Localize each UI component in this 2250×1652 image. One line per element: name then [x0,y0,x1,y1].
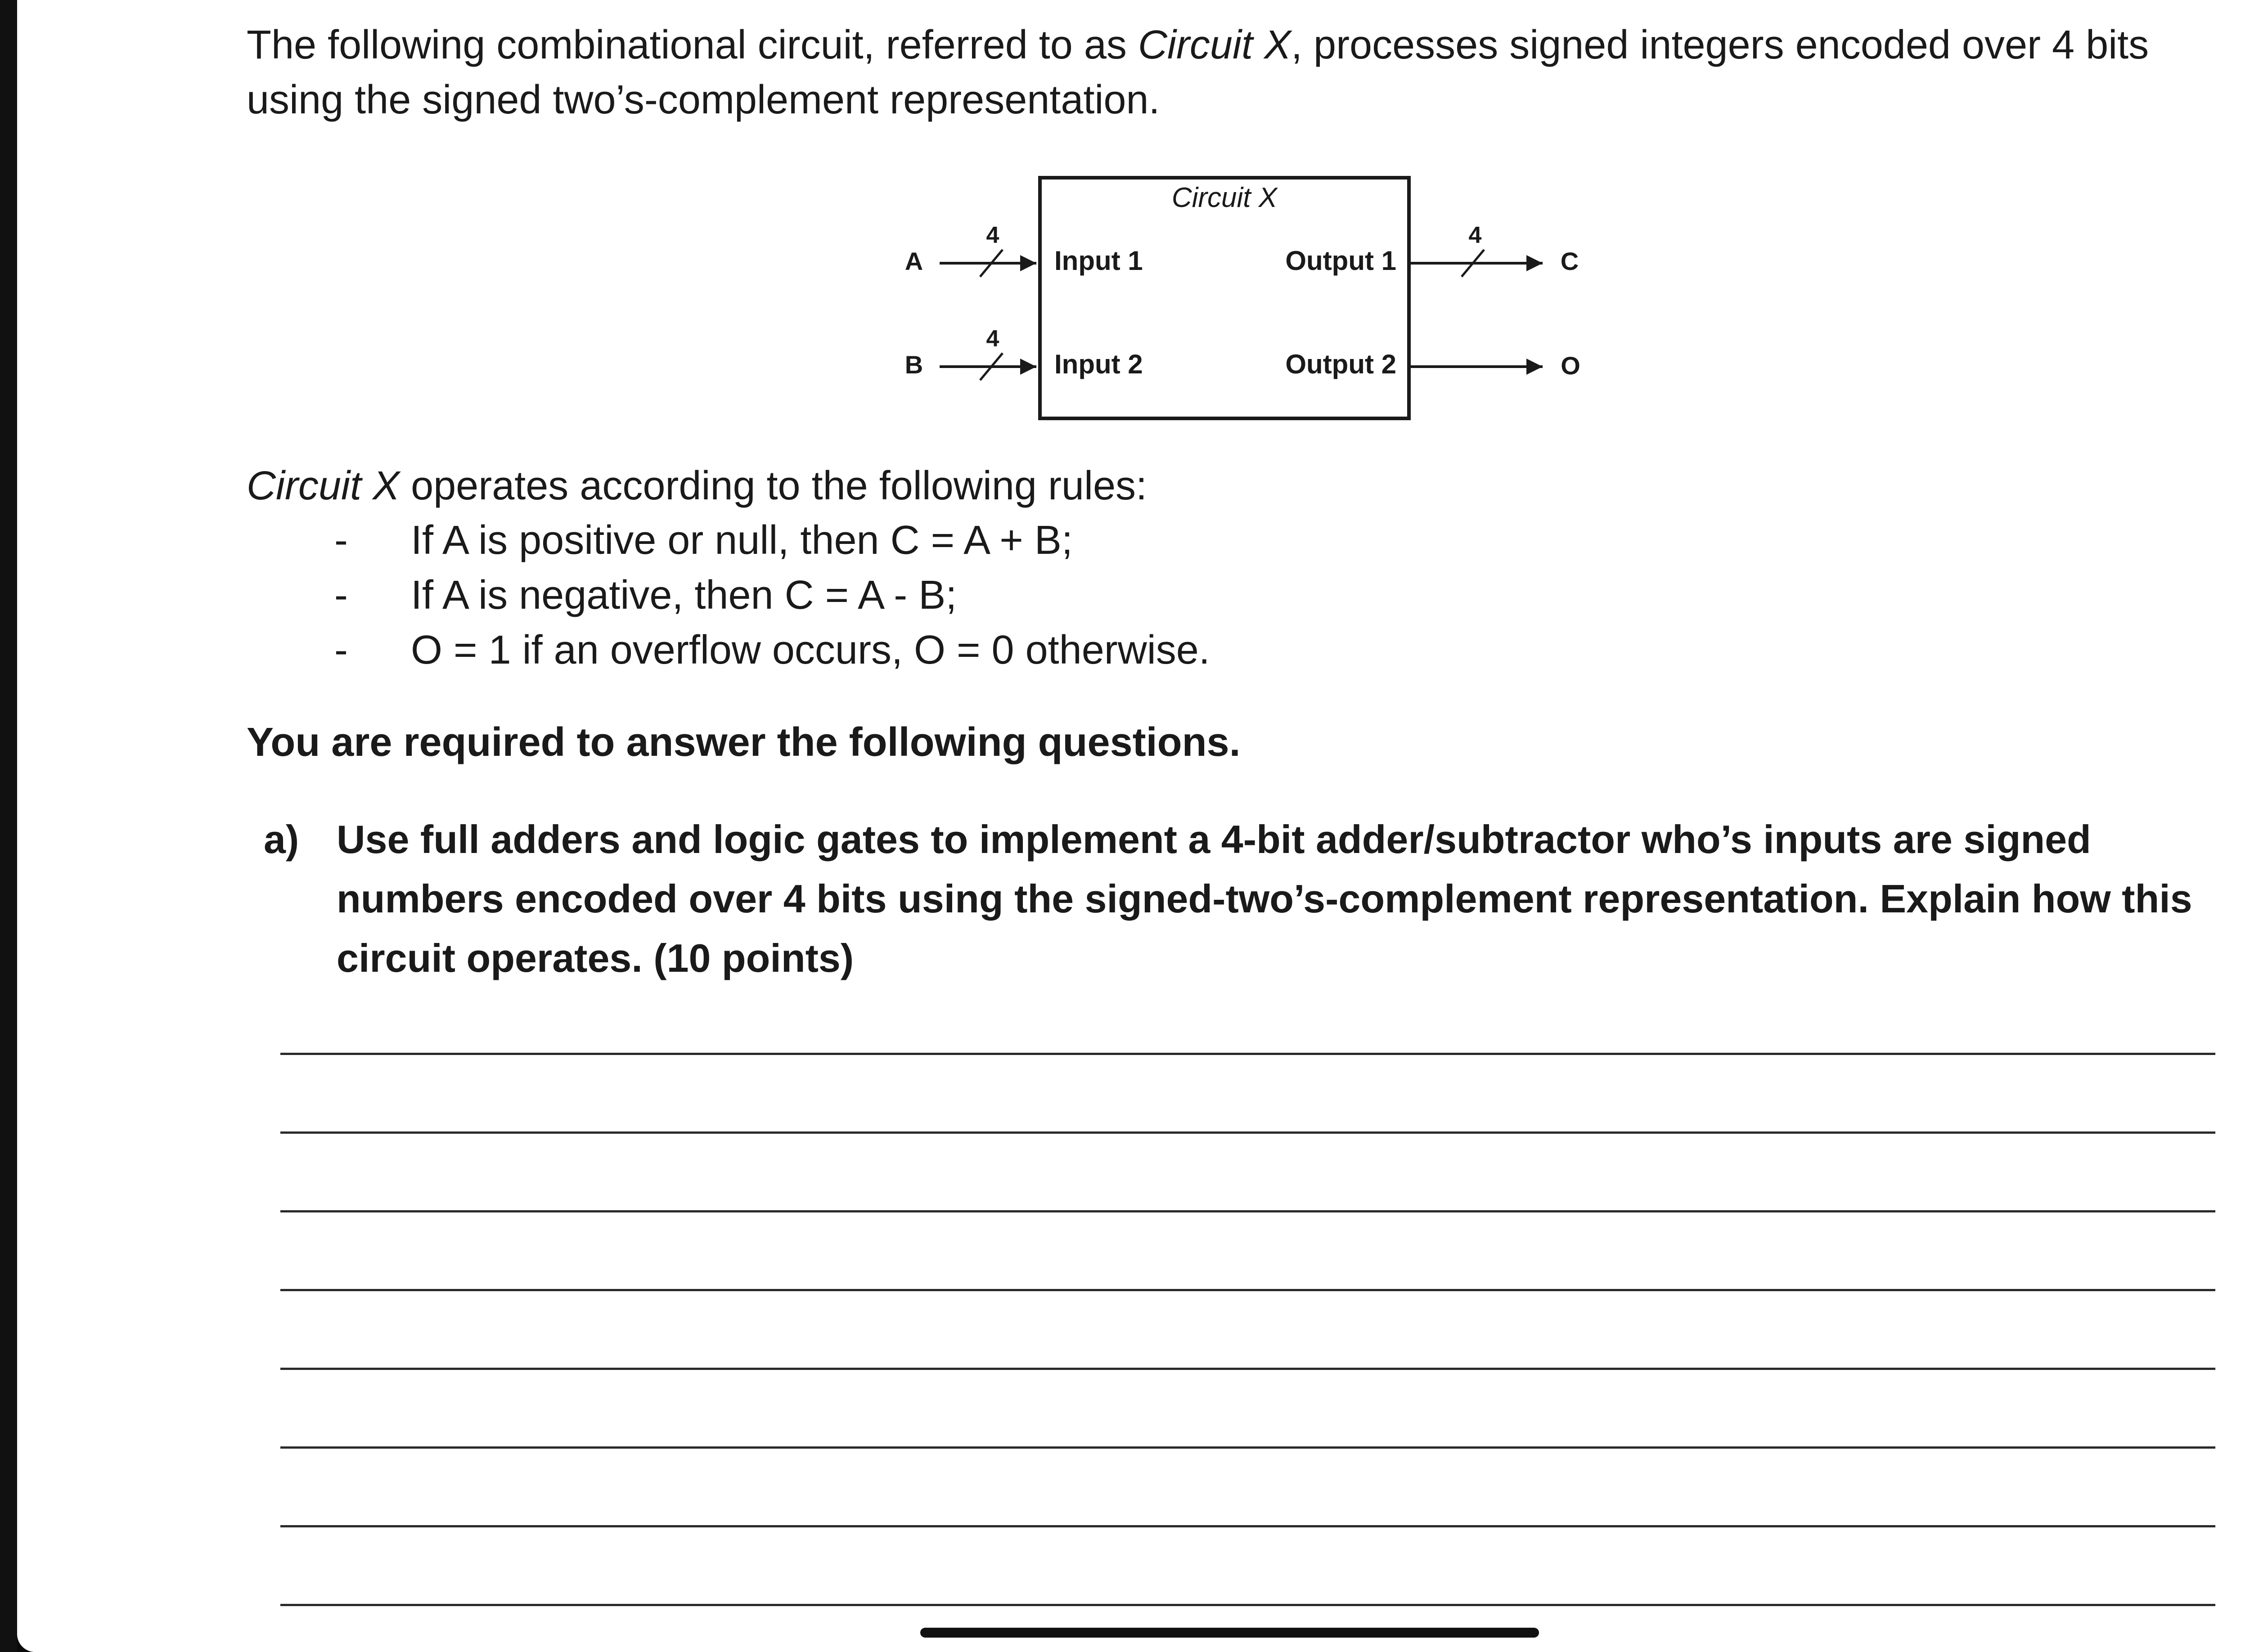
rules-title-rest: operates according to the following rules: [400,463,1148,508]
signal-o-label: O [1561,351,1580,380]
rules-title [247,459,1147,514]
intro-text-after: , processes signed integers encoded over 4 bits [1291,22,2149,67]
bus-width-a: 4 [986,222,999,248]
rule-text: If A is negative, then C = A - B; [411,573,957,618]
document-page[interactable] [17,0,2250,1652]
rule-bullet: - [334,628,348,673]
rules-circuit-name: Circuit X [247,463,400,508]
required-heading: You are required to answer the following questions. [247,720,1241,765]
input2-label: Input 2 [1054,349,1143,379]
question-a-text: Use full adders and logic gates to implement a 4-bit adder/subtractor who’s inputs are signed numbers encoded over 4 bits using the signed-two’s-complement representation. Explain how this circuit operates. (10 points) [337,817,2192,980]
answer-line[interactable] [280,1525,2215,1527]
circuit-box [1040,178,1409,418]
device-bezel-left [0,0,17,1652]
circuit-title: Circuit X [1171,182,1278,213]
bus-width-b: 4 [986,326,999,352]
rule-bullet: - [334,518,348,563]
answer-line[interactable] [280,1131,2215,1134]
answer-line[interactable] [280,1210,2215,1212]
circuit-diagram [17,0,2250,450]
rule-bullet: - [334,573,348,618]
answer-line[interactable] [280,1604,2215,1606]
answer-line[interactable] [280,1053,2215,1055]
question-a-label: a) [264,817,299,862]
signal-a-label: A [904,247,923,275]
home-indicator[interactable] [920,1628,1539,1638]
rule-text: If A is positive or null, then C = A + B; [411,518,1073,563]
signal-b-label: B [904,350,923,379]
intro-text-before: The following combinational circuit, referred to as [247,22,1138,67]
intro-text-line2: using the signed two’s-complement representation. [247,77,1160,122]
bus-width-c: 4 [1468,222,1482,248]
output1-label: Output 1 [1285,246,1396,276]
answer-line[interactable] [280,1368,2215,1370]
signal-c-label: C [1560,247,1579,275]
intro-circuit-name: Circuit X [1138,22,1291,67]
input1-label: Input 1 [1054,246,1143,276]
rule-text: O = 1 if an overflow occurs, O = 0 otherwise. [411,628,1210,673]
answer-line[interactable] [280,1446,2215,1449]
output2-label: Output 2 [1285,349,1396,379]
answer-line[interactable] [280,1289,2215,1291]
